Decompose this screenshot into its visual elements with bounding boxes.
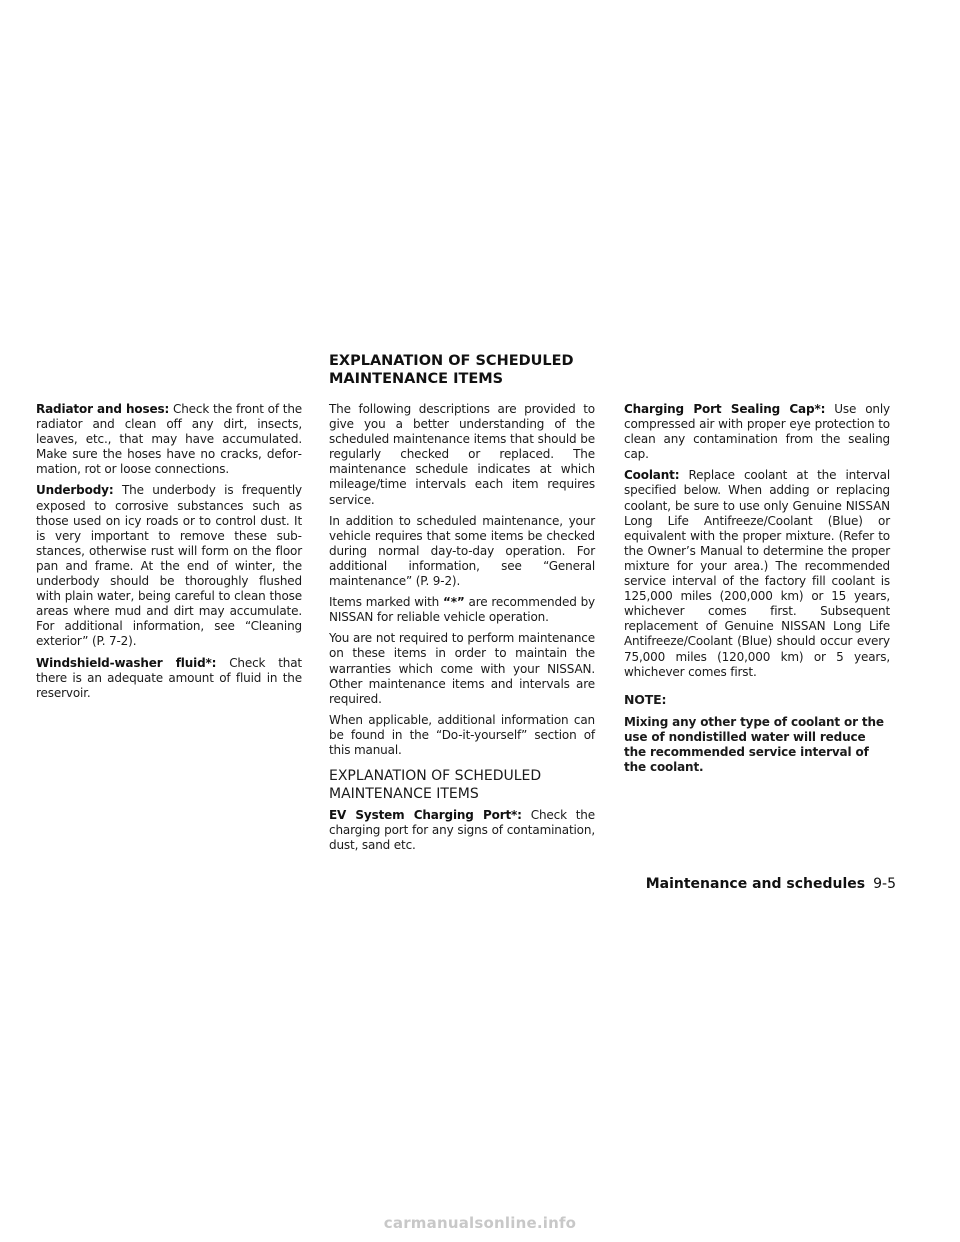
underbody-paragraph <box>36 483 302 649</box>
subsection-heading <box>329 768 595 803</box>
column-left <box>36 402 302 707</box>
footer-page-number: 9-5 <box>873 876 896 892</box>
radiator-label: Radiator and hoses: <box>36 402 170 416</box>
ev-port-paragraph <box>329 808 595 853</box>
section-heading-line1: EXPLANATION OF SCHEDULED <box>329 353 574 369</box>
asterisk-mark: “*” <box>442 595 465 610</box>
subsection-heading-line1: EXPLANATION OF SCHEDULED <box>329 768 542 785</box>
warranty-paragraph: You are not required to perform maintenance on these items in order to maintain the warranties which come with your NISSAN. Other maintenance items and intervals are required. <box>329 631 595 706</box>
section-heading <box>329 352 629 388</box>
washer-text: Check that there is an adequate amount of fluid in the reservoir. <box>36 655 302 700</box>
coolant-text: Replace coolant at the interval specified below. When adding or replacing coolant, be sure to use only Genuine NISSAN Long Life Antifreeze/Coolant (Blue) or equivalent with the proper mixture. (Refer to the Owner’s Manual to determine the proper mixture for your area.) The recommended service interval of the factory fill coolant is 125,000 miles (200,000 km) or 15 years, whichever comes first. Subsequent replacement of Genuine NISSAN Long Life Antifreeze/Coolant (Blue) should occur every 75,000 miles (120,000 km) or 5 years, whichever comes first. <box>624 468 891 679</box>
sealing-cap-text: Use only compressed air with proper eye protection to clean any contamination from the sealing cap. <box>624 402 890 462</box>
washer-paragraph <box>36 656 302 701</box>
radiator-paragraph <box>36 402 302 477</box>
asterisk-text-after: are recommended by NISSAN for reliable vehicle operation. <box>329 595 595 625</box>
section-heading-line2: MAINTENANCE ITEMS <box>329 371 504 387</box>
ev-port-text: Check the charging port for any signs of contamination, dust, sand etc. <box>329 808 595 853</box>
footer-section-title: Maintenance and schedules <box>645 876 866 892</box>
washer-label: Windshield-washer fluid*: <box>36 655 217 670</box>
note-text: Mixing any other type of coolant or the use of nondistilled water will reduce the recommended service interval of the coolant. <box>624 714 884 775</box>
column-right <box>624 402 890 781</box>
coolant-paragraph <box>624 468 890 679</box>
column-middle <box>329 402 595 859</box>
additional-maintenance-paragraph: In addition to scheduled maintenance, your vehicle requires that some items be checked during normal day-to-day operation. For additional information, see “General maintenance” (P. 9-2). <box>329 513 595 589</box>
intro-paragraph: The following descriptions are provided to give you a better understanding of the scheduled maintenance items that should be regularly checked or replaced. The maintenance schedule indicates at which mileage/time intervals each item requires service. <box>329 402 595 507</box>
underbody-text: The underbody is frequently exposed to corrosive substances such as those used on icy roads or to control dust. It is very important to remove these substances, otherwise rust will form on the floor pan and frame. At the end of winter, the underbody should be thoroughly flushed with plain water, being careful to clean those areas where mud and dirt may accumulate. For additional information, see “Cleaning exterior” (P. 7-2). <box>36 483 303 649</box>
page-footer <box>628 876 896 892</box>
asterisk-paragraph <box>329 595 595 625</box>
asterisk-text-before: Items marked with <box>329 595 443 610</box>
subsection-heading-line2: MAINTENANCE ITEMS <box>329 785 479 802</box>
watermark: carmanualsonline.info <box>383 1214 577 1232</box>
radiator-text: Check the front of the radiator and clean off any dirt, insects, leaves, etc., that may have accumulated. Make sure the hoses have no cracks, deformation, rot or loose connections. <box>36 402 303 477</box>
note-heading: NOTE: <box>624 691 667 707</box>
do-it-yourself-paragraph: When applicable, additional information can be found in the “Do-it-yourself” section of this manual. <box>329 712 595 757</box>
sealing-cap-paragraph <box>624 402 890 462</box>
sealing-cap-label: Charging Port Sealing Cap*: <box>624 402 826 416</box>
coolant-label: Coolant: <box>624 468 680 483</box>
ev-port-label: EV System Charging Port*: <box>329 808 522 823</box>
underbody-label: Underbody: <box>36 483 114 498</box>
